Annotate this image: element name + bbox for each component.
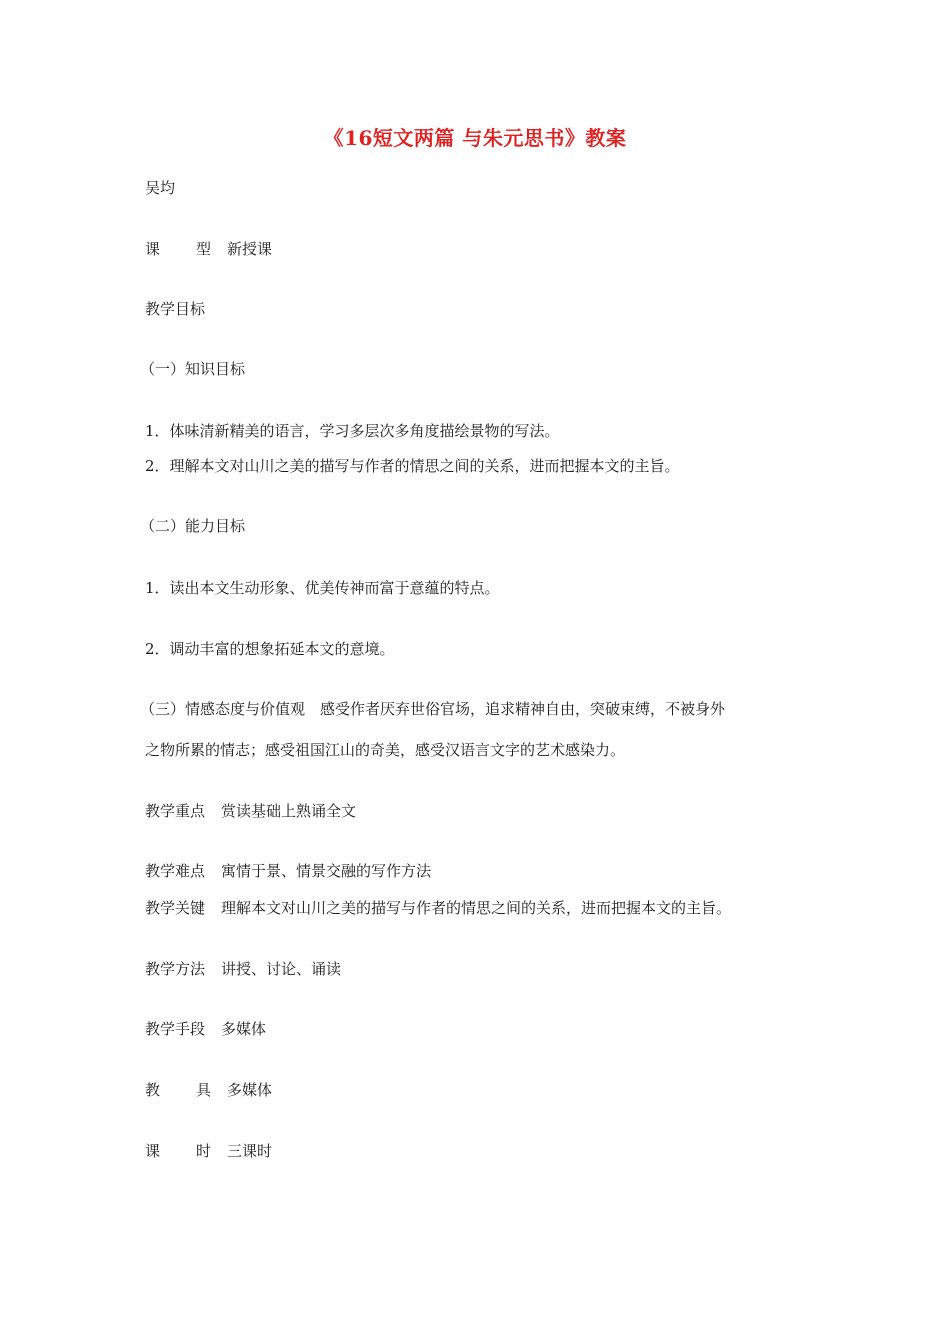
means-value: 多媒体 <box>221 1020 267 1038</box>
tools-label: 教 具 <box>145 1081 211 1099</box>
ability-heading: （二）能力目标 <box>140 517 246 535</box>
lesson-type-value: 新授课 <box>227 240 273 258</box>
means-row <box>145 1018 266 1040</box>
key-point-label: 教学重点 <box>145 802 206 820</box>
knowledge-item-1: 1．体味清新精美的语言，学习多层次多角度描绘景物的写法。 <box>145 422 560 440</box>
crux-row <box>145 897 731 919</box>
method-row <box>145 958 341 980</box>
hours-row <box>145 1140 272 1162</box>
means-label: 教学手段 <box>145 1020 206 1038</box>
ability-item-2: 2．调动丰富的想象拓延本文的意境。 <box>145 640 395 658</box>
emotion-line-1: （三）情感态度与价值观 感受作者厌弃世俗官场，追求精神自由，突破束缚，不被身外 <box>140 700 726 718</box>
knowledge-heading: （一）知识目标 <box>140 360 246 378</box>
ability-item-1: 1．读出本文生动形象、优美传神而富于意蕴的特点。 <box>145 579 500 597</box>
difficulty-label: 教学难点 <box>145 862 206 880</box>
lesson-type-label: 课 型 <box>145 240 211 258</box>
knowledge-item-2: 2．理解本文对山川之美的描写与作者的情思之间的关系，进而把握本文的主旨。 <box>145 457 680 475</box>
objectives-heading: 教学目标 <box>145 300 206 318</box>
tools-row <box>145 1079 272 1101</box>
tools-value: 多媒体 <box>227 1081 273 1099</box>
lesson-type-row <box>145 238 272 260</box>
key-point-value: 赏读基础上熟诵全文 <box>221 802 357 820</box>
difficulty-row <box>145 860 431 882</box>
emotion-line-2: 之物所累的情志；感受祖国江山的奇美，感受汉语言文字的艺术感染力。 <box>145 741 626 759</box>
document-title: 《16短文两篇 与朱元思书》教案 <box>323 126 627 150</box>
method-label: 教学方法 <box>145 960 206 978</box>
method-value: 讲授、讨论、诵读 <box>221 960 342 978</box>
hours-label: 课 时 <box>145 1142 211 1160</box>
crux-value: 理解本文对山川之美的描写与作者的情思之间的关系，进而把握本文的主旨。 <box>221 899 732 917</box>
hours-value: 三课时 <box>227 1142 273 1160</box>
difficulty-value: 寓情于景、情景交融的写作方法 <box>221 862 432 880</box>
author-name: 吴均 <box>145 179 176 197</box>
crux-label: 教学关键 <box>145 899 206 917</box>
key-point-row <box>145 800 356 822</box>
